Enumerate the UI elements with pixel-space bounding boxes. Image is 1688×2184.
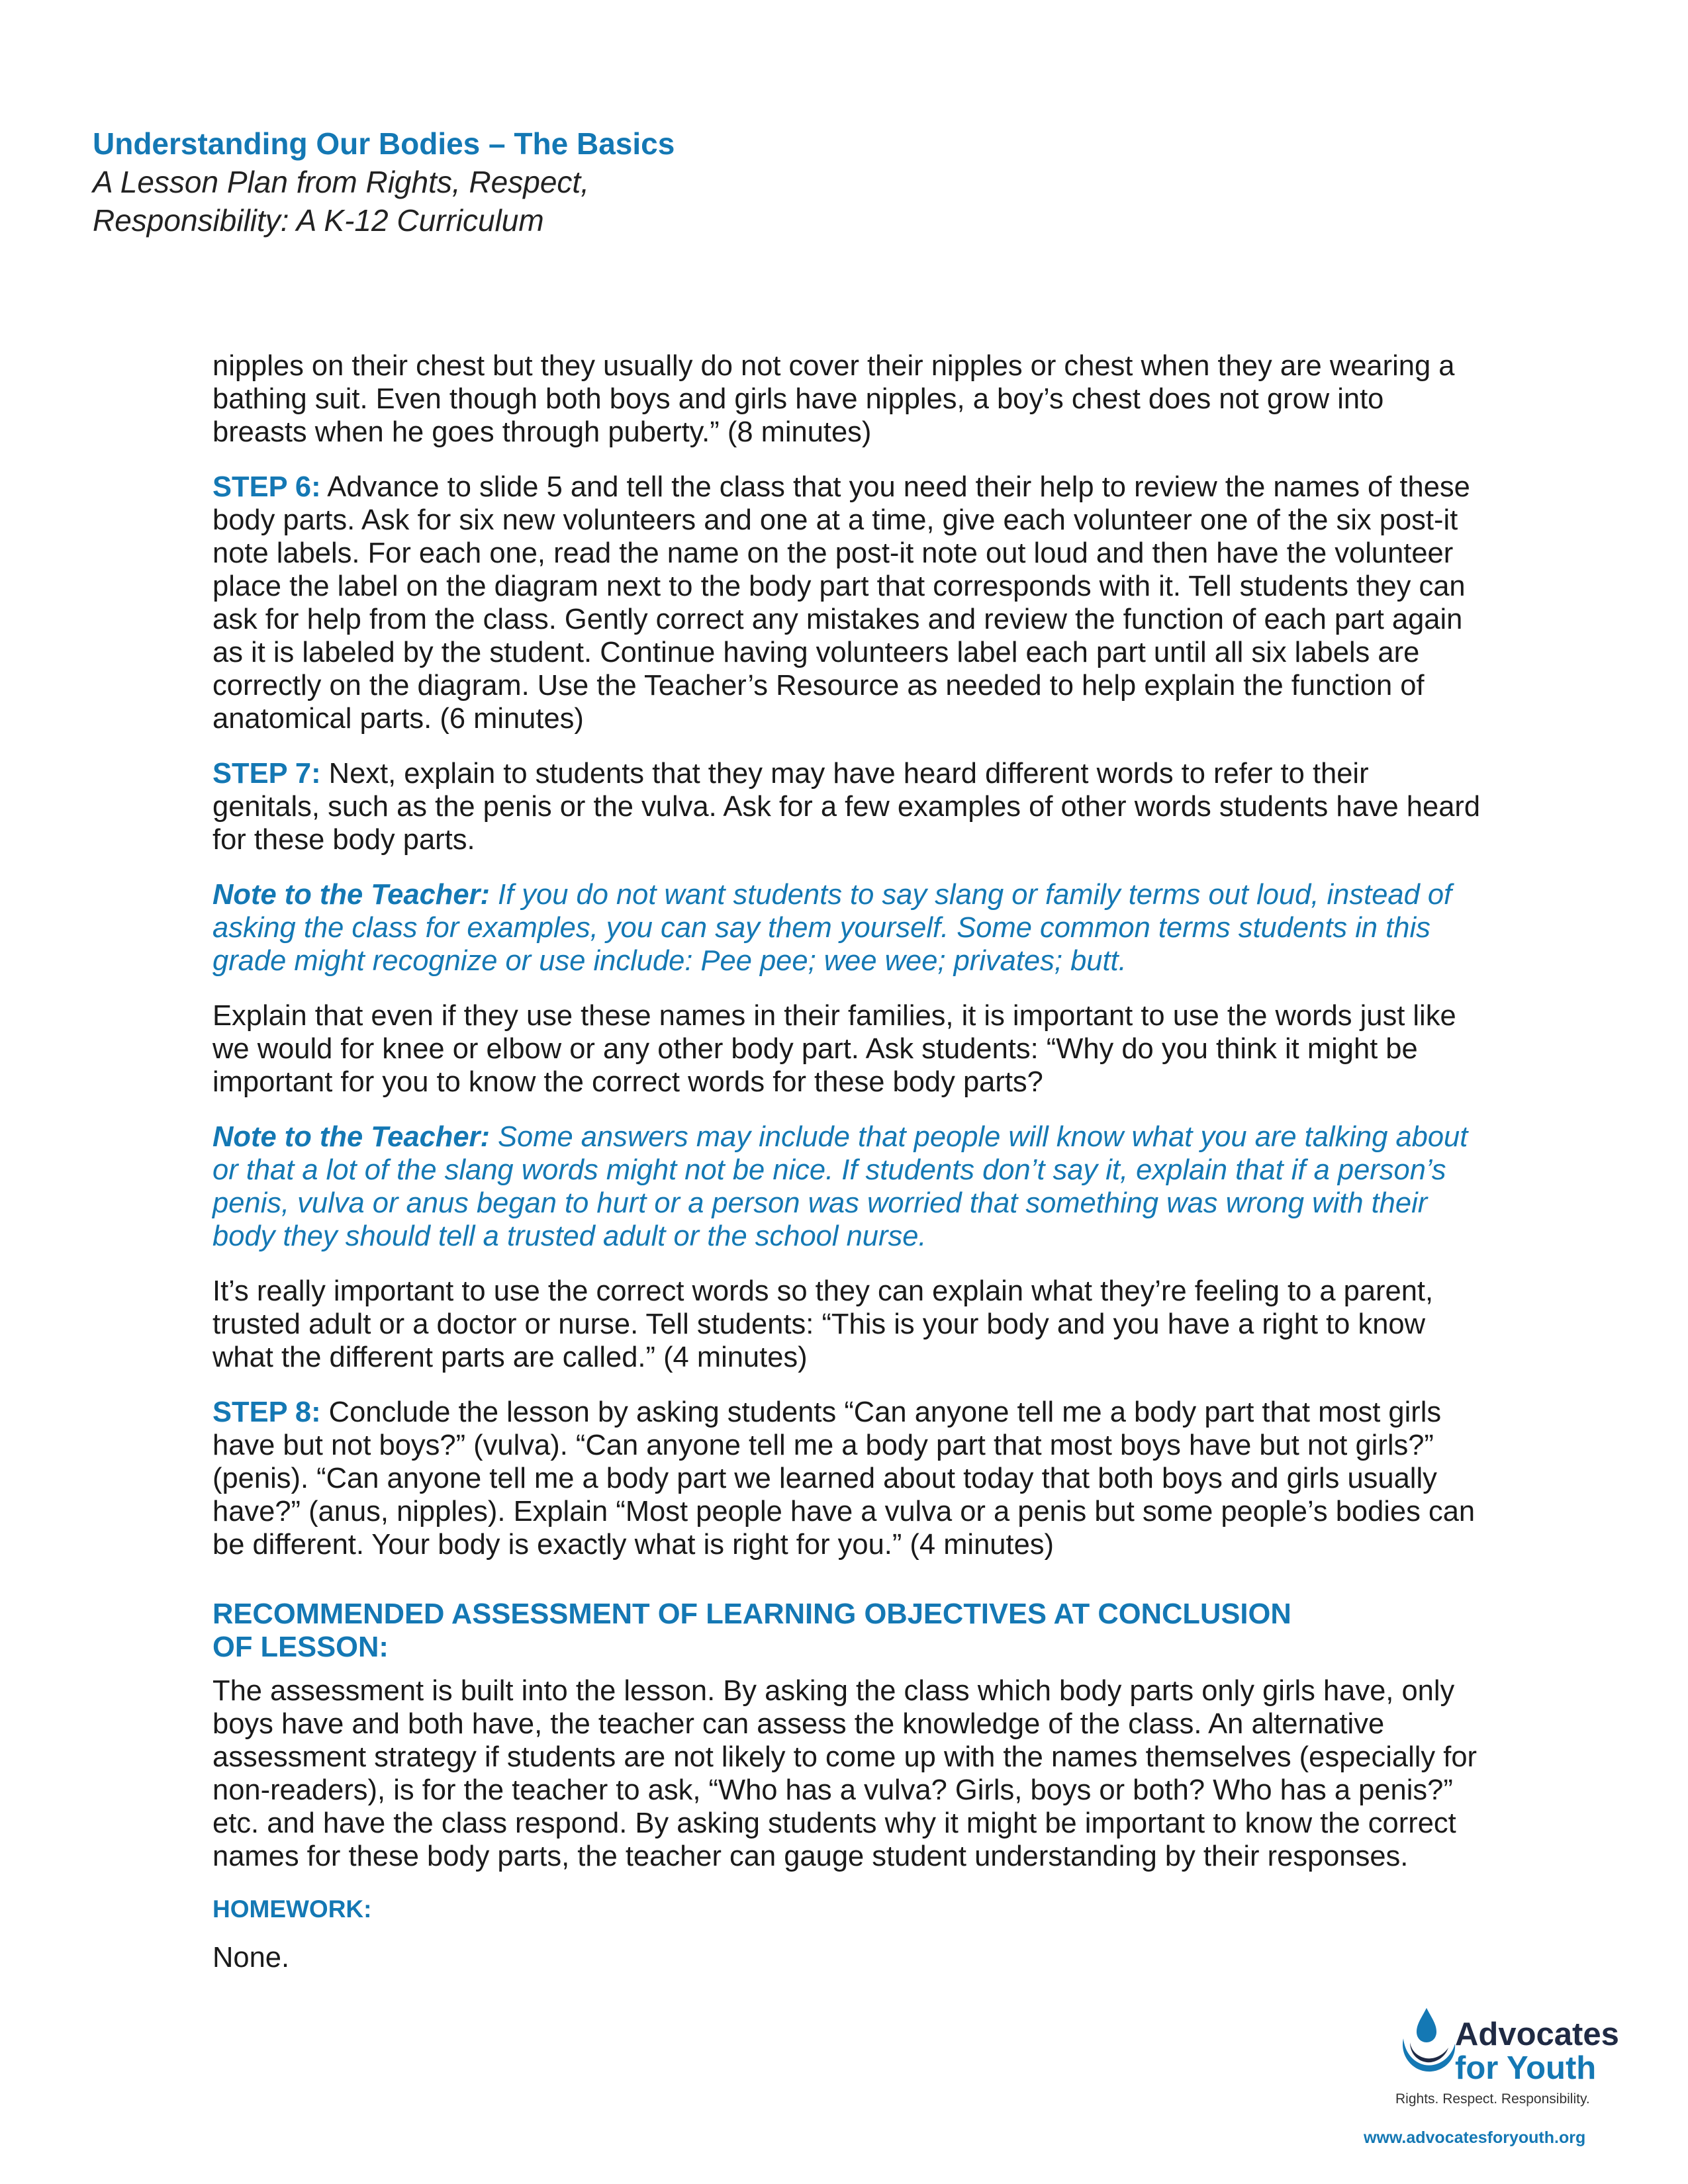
step-7-paragraph bbox=[212, 757, 1483, 856]
homework-text: None. bbox=[212, 1942, 290, 1974]
teacher-note-2 bbox=[212, 1120, 1483, 1253]
page-header bbox=[93, 124, 953, 240]
assessment-heading-line-1: RECOMMENDED ASSESSMENT OF LEARNING OBJECTIVES AT CONCLUSION bbox=[212, 1598, 1291, 1630]
step-6-paragraph bbox=[212, 471, 1483, 735]
website-url: www.advocatesforyouth.org bbox=[1364, 2128, 1586, 2147]
teacher-note-1-text: If you do not want students to say slang or family terms out loud, instead of asking the class for examples, you can say them yourself. Some common terms students in this grade might recognize or use include: Pee pee; wee wee; privates; butt. bbox=[212, 879, 1452, 977]
step-6-label: STEP 6: bbox=[212, 471, 321, 503]
step-8-text: Conclude the lesson by asking students “Can anyone tell me a body part that most girls have but not boys?” (vulva). “Can anyone tell me a body part that most boys have but not girls?” (penis). “Can anyone tell me a body part we learned about today that both boys and girls usually have?” (anus, nipples). Explain “Most people have a vulva or a penis but some people’s bodies can be different. Your body is exactly what is right for you.” (4 minutes) bbox=[212, 1396, 1476, 1561]
lesson-body bbox=[212, 349, 1483, 1996]
teacher-note-2-text: Some answers may include that people will know what you are talking about or that a lot of the slang words might not be nice. If students don’t say it, explain that if a person’s penis, vulva or anus began to hurt or a person was worried that something was wrong with their body they should tell a trusted adult or the school nurse. bbox=[212, 1121, 1468, 1252]
assessment-paragraph: The assessment is built into the lesson. By asking the class which body parts only girls have, only boys have and both have, the teacher can assess the knowledge of the class. An alternative assessment strategy if students are not likely to come up with the names themselves (especially for non-readers), is for the teacher to ask, “Who has a vulva? Girls, boys or both? Who has a penis?” etc. and have the class respond. By asking students why it might be important to know the correct names for these body parts, the teacher can gauge student understanding by their responses. bbox=[212, 1675, 1477, 1872]
continuation-paragraph: nipples on their chest but they usually do not cover their nipples or chest when they are wearing a bathing suit. Even though both boys and girls have nipples, a boy’s chest does not grow into breasts when he goes through puberty.” (8 minutes) bbox=[212, 350, 1455, 448]
document-subtitle-line-1: A Lesson Plan from Rights, Respect, bbox=[93, 165, 589, 199]
logo-name-for-youth: for Youth bbox=[1455, 2050, 1597, 2086]
step-7-text: Next, explain to students that they may have heard different words to refer to their genitals, such as the penis or the vulva. Ask for a few examples of other words students have heard for these body parts. bbox=[212, 758, 1481, 856]
step-6-text: Advance to slide 5 and tell the class that you need their help to review the names of these body parts. Ask for six new volunteers and one at a time, give each volunteer one of the six post-it note labels. For each one, read the name on the post-it note out loud and then have the volunteer place the label on the diagram next to the body part that corresponds with it. Tell students they can ask for help from the class. Gently correct any mistakes and review the function of each part again as it is labeled by the student. Continue having volunteers label each part until all six labels are correctly on the diagram. Use the Teacher’s Resource as needed to help explain the function of anatomical parts. (6 minutes) bbox=[212, 471, 1470, 735]
explain-paragraph: Explain that even if they use these names in their families, it is important to use the words just like we would for knee or elbow or any other body part. Ask students: “Why do you think it might be important for you to know the correct words for these body parts? bbox=[212, 1000, 1456, 1098]
teacher-note-1-label: Note to the Teacher: bbox=[212, 879, 490, 911]
step-8-label: STEP 8: bbox=[212, 1396, 321, 1428]
step-8-paragraph bbox=[212, 1396, 1483, 1561]
teacher-note-1 bbox=[212, 878, 1483, 978]
teacher-note-2-label: Note to the Teacher: bbox=[212, 1121, 490, 1153]
important-paragraph: It’s really important to use the correct words so they can explain what they’re feeling to a parent, trusted adult or a doctor or nurse. Tell students: “This is your body and you have a right to know what the different parts are called.” (4 minutes) bbox=[212, 1275, 1434, 1373]
step-7-label: STEP 7: bbox=[212, 758, 321, 790]
advocates-for-youth-logo bbox=[1364, 2002, 1628, 2167]
assessment-heading bbox=[212, 1598, 1483, 1664]
logo-tagline: Rights. Respect. Responsibility. bbox=[1395, 2091, 1590, 2107]
logo-name-advocates: Advocates bbox=[1455, 2017, 1619, 2052]
document-subtitle-line-2: Responsibility: A K-12 Curriculum bbox=[93, 203, 544, 238]
assessment-heading-line-2: OF LESSON: bbox=[212, 1631, 389, 1663]
homework-heading: HOMEWORK: bbox=[212, 1895, 372, 1923]
water-drop-swirl-icon bbox=[1390, 2005, 1463, 2078]
document-title: Understanding Our Bodies – The Basics bbox=[93, 126, 675, 161]
